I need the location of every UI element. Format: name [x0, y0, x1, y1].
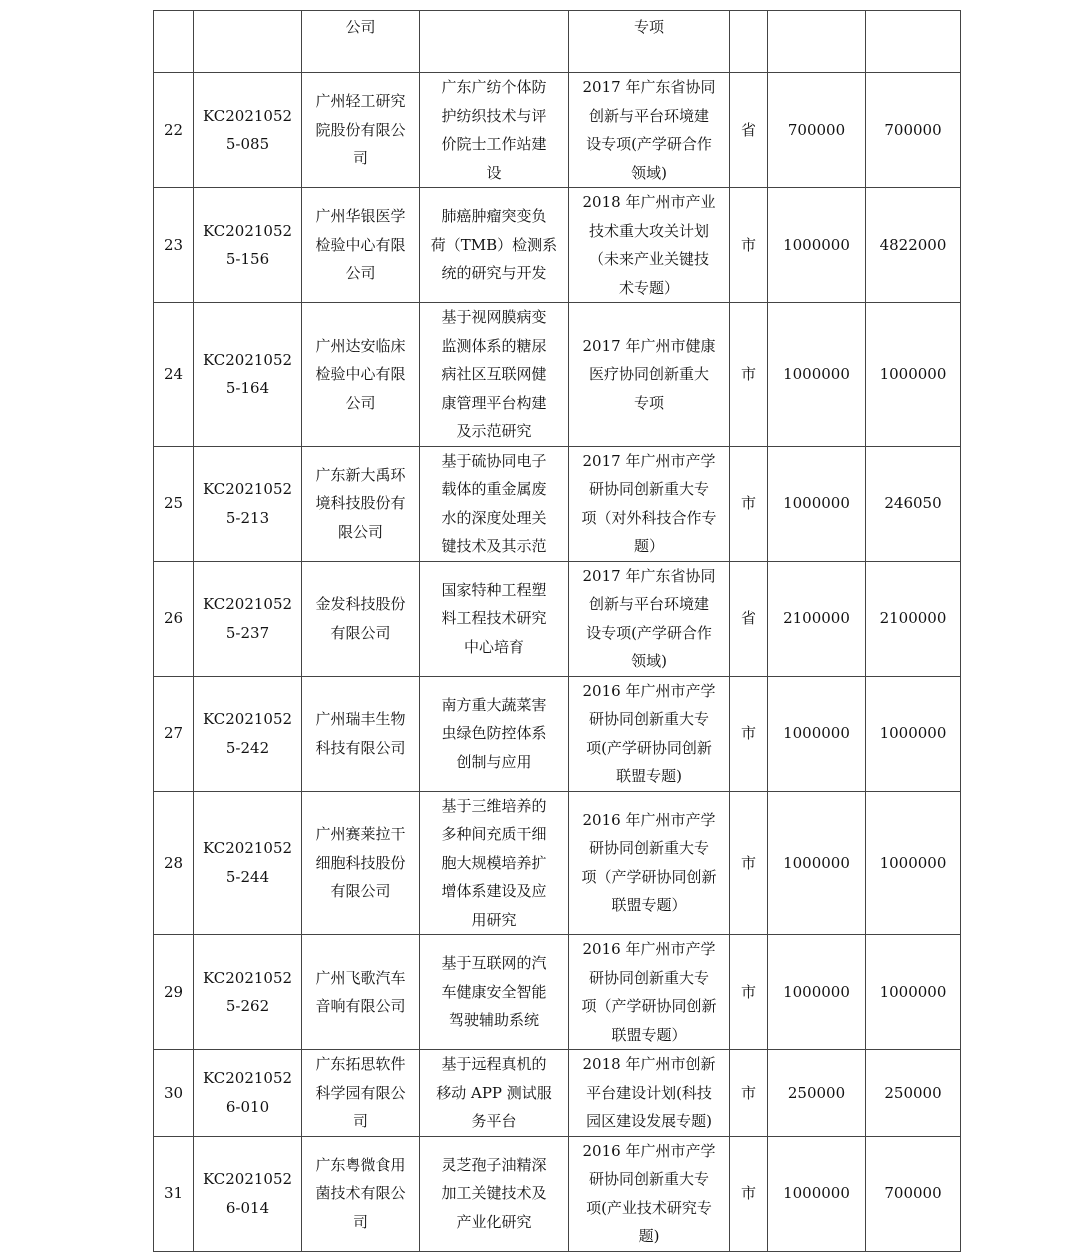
project-name-cell: 灵芝孢子油精深 加工关键技术及 产业化研究 [420, 1136, 569, 1251]
amount-approved-cell: 1000000 [768, 676, 866, 791]
program-cell: 2016 年广州市产学 研协同创新重大专 项（产学研协同创新 联盟专题） [569, 935, 730, 1050]
table-row [154, 561, 961, 676]
amount-approved-cell: 1000000 [768, 1136, 866, 1251]
index-cell: 31 [154, 1136, 194, 1251]
table-row [154, 73, 961, 188]
table-row [154, 188, 961, 303]
table-row [154, 791, 961, 935]
amount-approved-cell: 1000000 [768, 446, 866, 561]
project-code-cell: KC2021052 5-237 [194, 561, 302, 676]
level-cell: 市 [730, 1050, 768, 1137]
table-row [154, 935, 961, 1050]
project-code-cell: KC2021052 5-156 [194, 188, 302, 303]
index-cell: 25 [154, 446, 194, 561]
project-name-cell: 基于互联网的汽 车健康安全智能 驾驶辅助系统 [420, 935, 569, 1050]
level-cell: 市 [730, 446, 768, 561]
amount-total-cell: 1000000 [866, 676, 961, 791]
program-cell: 2017 年广东省协同 创新与平台环境建 设专项(产学研合作 领域) [569, 561, 730, 676]
company-cell: 公司 [302, 11, 420, 73]
table-row [154, 446, 961, 561]
level-cell: 省 [730, 73, 768, 188]
index-cell: 24 [154, 303, 194, 447]
amount-approved-cell: 1000000 [768, 303, 866, 447]
index-cell: 23 [154, 188, 194, 303]
project-name-cell: 基于视网膜病变 监测体系的糖尿 病社区互联网健 康管理平台构建 及示范研究 [420, 303, 569, 447]
index-cell: 22 [154, 73, 194, 188]
level-cell [730, 11, 768, 73]
amount-approved-cell: 700000 [768, 73, 866, 188]
amount-total-cell: 2100000 [866, 561, 961, 676]
amount-total-cell: 700000 [866, 1136, 961, 1251]
amount-total-cell: 246050 [866, 446, 961, 561]
table-row [154, 303, 961, 447]
company-cell: 金发科技股份 有限公司 [302, 561, 420, 676]
level-cell: 市 [730, 303, 768, 447]
amount-approved-cell: 1000000 [768, 935, 866, 1050]
program-cell: 2018 年广州市创新 平台建设计划(科技 园区建设发展专题) [569, 1050, 730, 1137]
amount-total-cell: 250000 [866, 1050, 961, 1137]
project-code-cell: KC2021052 6-014 [194, 1136, 302, 1251]
amount-approved-cell: 2100000 [768, 561, 866, 676]
project-name-cell: 南方重大蔬菜害 虫绿色防控体系 创制与应用 [420, 676, 569, 791]
project-code-cell [194, 11, 302, 73]
level-cell: 市 [730, 935, 768, 1050]
level-cell: 市 [730, 188, 768, 303]
level-cell: 市 [730, 1136, 768, 1251]
program-cell: 2016 年广州市产学 研协同创新重大专 项(产学研协同创新 联盟专题) [569, 676, 730, 791]
project-code-cell: KC2021052 5-213 [194, 446, 302, 561]
company-cell: 广州轻工研究 院股份有限公 司 [302, 73, 420, 188]
index-cell: 30 [154, 1050, 194, 1137]
program-cell: 2017 年广东省协同 创新与平台环境建 设专项(产学研合作 领域) [569, 73, 730, 188]
company-cell: 广东拓思软件 科学园有限公 司 [302, 1050, 420, 1137]
company-cell: 广州达安临床 检验中心有限 公司 [302, 303, 420, 447]
index-cell: 27 [154, 676, 194, 791]
program-cell: 2018 年广州市产业 技术重大攻关计划 （未来产业关键技 术专题） [569, 188, 730, 303]
level-cell: 市 [730, 676, 768, 791]
company-cell: 广东粤微食用 菌技术有限公 司 [302, 1136, 420, 1251]
project-code-cell: KC2021052 5-242 [194, 676, 302, 791]
amount-approved-cell [768, 11, 866, 73]
project-name-cell: 国家特种工程塑 料工程技术研究 中心培育 [420, 561, 569, 676]
project-name-cell: 基于三维培养的 多种间充质干细 胞大规模培养扩 增体系建设及应 用研究 [420, 791, 569, 935]
company-cell: 广州华银医学 检验中心有限 公司 [302, 188, 420, 303]
index-cell: 26 [154, 561, 194, 676]
company-cell: 广州飞歌汽车 音响有限公司 [302, 935, 420, 1050]
amount-total-cell: 700000 [866, 73, 961, 188]
project-code-cell: KC2021052 5-244 [194, 791, 302, 935]
table-row [154, 1050, 961, 1137]
project-code-cell: KC2021052 6-010 [194, 1050, 302, 1137]
amount-total-cell: 1000000 [866, 791, 961, 935]
project-code-cell: KC2021052 5-164 [194, 303, 302, 447]
index-cell [154, 11, 194, 73]
project-code-cell: KC2021052 5-262 [194, 935, 302, 1050]
project-code-cell: KC2021052 5-085 [194, 73, 302, 188]
project-name-cell [420, 11, 569, 73]
table-row-continued-header [154, 11, 961, 73]
level-cell: 市 [730, 791, 768, 935]
amount-total-cell: 1000000 [866, 303, 961, 447]
project-name-cell: 基于硫协同电子 载体的重金属废 水的深度处理关 键技术及其示范 [420, 446, 569, 561]
amount-approved-cell: 1000000 [768, 791, 866, 935]
index-cell: 28 [154, 791, 194, 935]
project-name-cell: 广东广纺个体防 护纺织技术与评 价院士工作站建 设 [420, 73, 569, 188]
program-cell: 2017 年广州市产学 研协同创新重大专 项（对外科技合作专 题） [569, 446, 730, 561]
project-table [153, 10, 961, 1252]
table-row [154, 676, 961, 791]
level-cell: 省 [730, 561, 768, 676]
program-cell: 2017 年广州市健康 医疗协同创新重大 专项 [569, 303, 730, 447]
company-cell: 广州赛莱拉干 细胞科技股份 有限公司 [302, 791, 420, 935]
amount-approved-cell: 1000000 [768, 188, 866, 303]
table-row [154, 1136, 961, 1251]
program-cell: 2016 年广州市产学 研协同创新重大专 项(产业技术研究专 题) [569, 1136, 730, 1251]
amount-total-cell: 1000000 [866, 935, 961, 1050]
program-cell: 专项 [569, 11, 730, 73]
amount-approved-cell: 250000 [768, 1050, 866, 1137]
amount-total-cell [866, 11, 961, 73]
company-cell: 广州瑞丰生物 科技有限公司 [302, 676, 420, 791]
project-name-cell: 基于远程真机的 移动 APP 测试服 务平台 [420, 1050, 569, 1137]
project-name-cell: 肺癌肿瘤突变负 荷（TMB）检测系 统的研究与开发 [420, 188, 569, 303]
index-cell: 29 [154, 935, 194, 1050]
company-cell: 广东新大禹环 境科技股份有 限公司 [302, 446, 420, 561]
program-cell: 2016 年广州市产学 研协同创新重大专 项（产学研协同创新 联盟专题） [569, 791, 730, 935]
amount-total-cell: 4822000 [866, 188, 961, 303]
